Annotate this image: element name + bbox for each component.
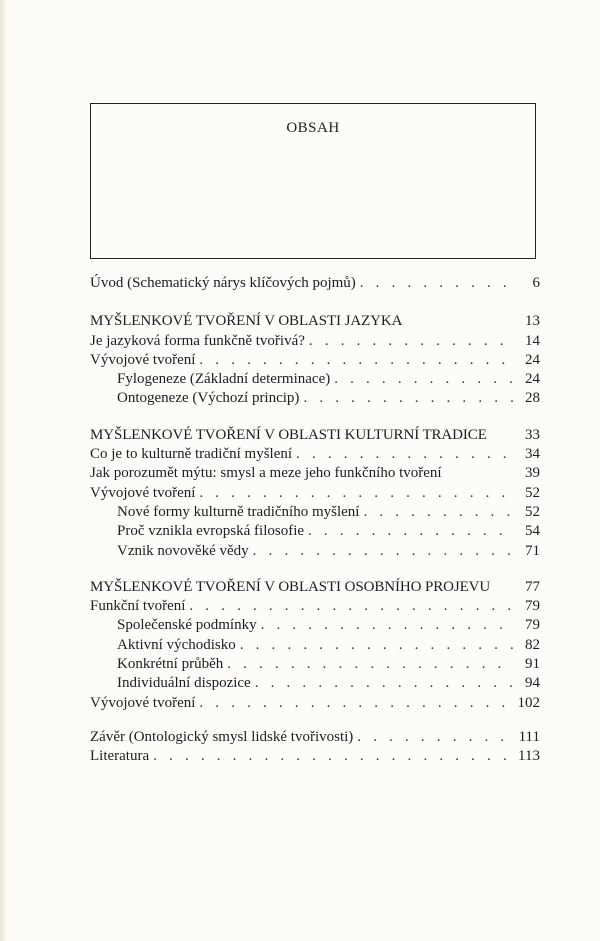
toc-page-number: 77: [525, 578, 540, 595]
toc-entry-label: MYŠLENKOVÉ TVOŘENÍ V OBLASTI JAZYKA: [90, 313, 403, 330]
toc-section-heading-tradition[interactable]: [90, 426, 540, 445]
dot-leader: [189, 597, 514, 616]
contents-title-box: [90, 103, 536, 259]
toc-page-number: 113: [518, 748, 540, 765]
toc-entry-label: MYŠLENKOVÉ TVOŘENÍ V OBLASTI OSOBNÍHO PROJEVU: [90, 578, 491, 595]
toc-entry[interactable]: [90, 484, 540, 503]
dot-leader: [153, 747, 514, 766]
toc-entry[interactable]: [90, 351, 540, 370]
toc-entry-label: Vznik novověké vědy: [117, 542, 249, 559]
dot-leader: [255, 674, 514, 693]
dot-leader: [227, 655, 514, 674]
toc-entry-label: Je jazyková forma funkčně tvořivá?: [90, 332, 305, 349]
toc-entry-label: Ontogeneze (Výchozí princip): [117, 390, 300, 407]
toc-page-number: 79: [525, 598, 540, 615]
toc-entry[interactable]: [90, 445, 540, 464]
toc-page-number: 79: [525, 617, 540, 634]
toc-page-number: 111: [518, 728, 540, 745]
toc-page-number: 14: [525, 332, 540, 349]
toc-subentry[interactable]: [90, 503, 540, 522]
toc-page-number: 6: [532, 275, 540, 291]
toc-entry-label: Individuální dispozice: [117, 675, 251, 692]
dot-leader: [309, 332, 514, 351]
toc-subentry[interactable]: [90, 674, 540, 693]
toc-entry[interactable]: [90, 332, 540, 351]
toc-page-number: 52: [525, 484, 540, 501]
toc-subentry[interactable]: [90, 655, 540, 674]
toc-subentry[interactable]: [90, 542, 540, 561]
toc-entry-label: Závěr (Ontologický smysl lidské tvořivosti): [90, 728, 354, 745]
toc-entry[interactable]: [90, 597, 540, 616]
dot-leader: [199, 694, 513, 713]
dot-leader: [199, 351, 514, 370]
toc-entry[interactable]: [90, 694, 540, 713]
toc-entry-label: Proč vznikla evropská filosofie: [117, 523, 305, 540]
toc-page-number: 39: [525, 465, 540, 482]
dot-leader: [334, 370, 514, 389]
toc-page-number: 71: [525, 542, 540, 559]
dot-leader: [357, 728, 514, 747]
toc-page-number: 13: [525, 313, 540, 330]
dot-leader: [261, 616, 514, 635]
toc-entry[interactable]: [90, 464, 540, 483]
dot-leader: [253, 542, 514, 561]
toc-subentry[interactable]: [90, 389, 540, 408]
toc-entry-literature[interactable]: [90, 747, 540, 766]
toc-page-number: 91: [525, 656, 540, 673]
toc-entry-label: Co je to kulturně tradiční myšlení: [90, 446, 293, 463]
toc-page-number: 24: [525, 371, 540, 388]
toc-entry-label: Aktivní východisko: [117, 636, 236, 653]
toc-entry-label: Nové formy kulturně tradičního myšlení: [117, 503, 360, 520]
toc-page-number: 33: [525, 426, 540, 443]
dot-leader: [296, 445, 514, 464]
toc-page-number: 102: [517, 694, 540, 711]
toc-subentry[interactable]: [90, 370, 540, 389]
toc-entry-label: Konkrétní průběh: [117, 656, 224, 673]
toc-entry-label: MYŠLENKOVÉ TVOŘENÍ V OBLASTI KULTURNÍ TRADICE: [90, 426, 487, 443]
toc-entry-label: Úvod (Schematický nárys klíčových pojmů): [90, 275, 356, 291]
toc-entry-label: Společenské podmínky: [117, 617, 257, 634]
toc-subentry[interactable]: [90, 616, 540, 635]
toc-entry-label: Literatura: [90, 748, 150, 765]
toc-entry-label: Vývojové tvoření: [90, 484, 196, 501]
toc-section-heading-personal[interactable]: [90, 578, 540, 597]
toc-page-number: 54: [525, 523, 540, 540]
dot-leader: [240, 636, 514, 655]
dot-leader: [363, 503, 514, 522]
toc-subentry[interactable]: [90, 636, 540, 655]
dot-leader: [303, 389, 514, 408]
dot-leader: [199, 484, 514, 503]
toc-entry-label: Fylogeneze (Základní determinace): [117, 371, 331, 388]
contents-title: OBSAH: [286, 120, 340, 136]
toc-page-number: 52: [525, 503, 540, 520]
toc-entry-label: Vývojové tvoření: [90, 351, 196, 368]
toc-page-number: 28: [525, 390, 540, 407]
dot-leader: [308, 522, 514, 541]
page-edge: [0, 0, 8, 941]
toc-entry-intro[interactable]: [90, 274, 540, 293]
toc-section-heading-language[interactable]: [90, 312, 540, 331]
toc-page-number: 94: [525, 675, 540, 692]
toc-page-number: 82: [525, 636, 540, 653]
toc-subentry[interactable]: [90, 522, 540, 541]
toc-entry-label: Vývojové tvoření: [90, 694, 196, 711]
toc-page-number: 34: [525, 446, 540, 463]
toc-entry-label: Jak porozumět mýtu: smysl a meze jeho funkčního tvoření: [90, 465, 442, 482]
table-of-contents: [90, 274, 540, 767]
toc-entry-label: Funkční tvoření: [90, 598, 186, 615]
dot-leader: [360, 274, 514, 293]
toc-entry-conclusion[interactable]: [90, 728, 540, 747]
toc-page-number: 24: [525, 351, 540, 368]
